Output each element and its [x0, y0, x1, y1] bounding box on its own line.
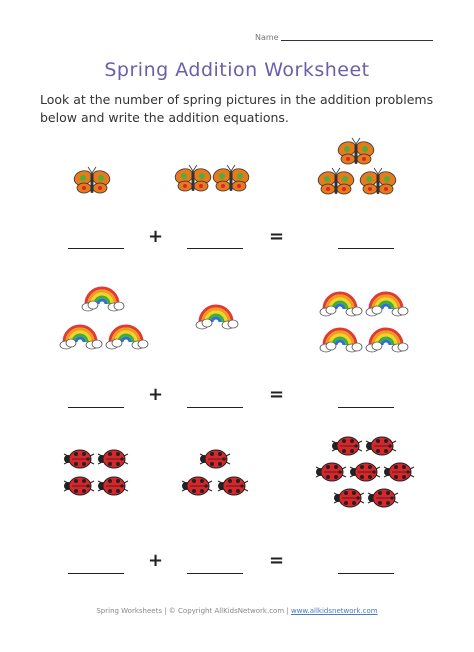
butterfly-icon [316, 168, 356, 194]
problem-row-1 [0, 140, 474, 260]
rainbow-icon [366, 329, 408, 352]
rainbow-icon [320, 329, 362, 352]
footer-link[interactable]: www.allkidsnetwork.com [290, 607, 378, 615]
answer-blank[interactable] [68, 407, 124, 408]
name-line[interactable] [281, 40, 433, 41]
ladybug-icon [384, 463, 414, 481]
butterfly-icon [358, 168, 398, 194]
equals-sign: = [269, 226, 285, 247]
ladybug-icon [182, 477, 212, 495]
picture-group-1-c [318, 140, 398, 205]
rainbow-icon [196, 306, 238, 329]
butterfly-icon [173, 165, 213, 191]
plus-sign: + [148, 226, 164, 247]
picture-group-3-a [64, 448, 134, 503]
ladybug-icon [366, 437, 396, 455]
rainbow-icon [60, 326, 102, 349]
picture-group-3-c [316, 435, 416, 515]
answer-blank[interactable] [68, 248, 124, 249]
ladybug-icon [368, 489, 398, 507]
picture-group-2-b [196, 298, 241, 338]
answer-blank[interactable] [187, 248, 243, 249]
ladybug-icon [64, 450, 94, 468]
butterfly-icon [211, 165, 251, 191]
picture-group-3-b [180, 448, 250, 503]
page-title: Spring Addition Worksheet [104, 59, 370, 81]
butterfly-icon [72, 167, 112, 193]
ladybug-icon [218, 477, 248, 495]
ladybug-icon [332, 437, 362, 455]
ladybug-icon [334, 489, 364, 507]
plus-sign: + [148, 550, 164, 571]
rainbow-icon [106, 326, 148, 349]
answer-blank[interactable] [338, 248, 394, 249]
ladybug-icon [98, 450, 128, 468]
problem-row-3 [0, 430, 474, 580]
ladybug-icon [316, 463, 346, 481]
ladybug-icon [350, 463, 380, 481]
ladybug-icon [200, 450, 230, 468]
name-label: Name [255, 33, 279, 42]
picture-group-1-b [175, 167, 255, 197]
instructions: Look at the number of spring pictures in the addition problems below and write the addition equations. [40, 92, 434, 125]
equals-sign: = [269, 384, 285, 405]
picture-group-2-c [320, 285, 410, 360]
picture-group-1-a [70, 167, 110, 197]
footer [0, 607, 474, 615]
answer-blank[interactable] [68, 573, 124, 574]
ladybug-icon [98, 477, 128, 495]
butterfly-icon [336, 138, 376, 164]
rainbow-icon [366, 293, 408, 316]
answer-blank[interactable] [338, 573, 394, 574]
answer-blank[interactable] [187, 573, 243, 574]
answer-blank[interactable] [338, 407, 394, 408]
ladybug-icon [64, 477, 94, 495]
rainbow-icon [320, 293, 362, 316]
plus-sign: + [148, 384, 164, 405]
picture-group-2-a [60, 280, 150, 355]
equals-sign: = [269, 550, 285, 571]
footer-copyright: Spring Worksheets | © Copyright AllKidsNetwork.com | [96, 607, 289, 615]
answer-blank[interactable] [187, 407, 243, 408]
problem-row-2 [0, 280, 474, 410]
rainbow-icon [82, 288, 124, 311]
